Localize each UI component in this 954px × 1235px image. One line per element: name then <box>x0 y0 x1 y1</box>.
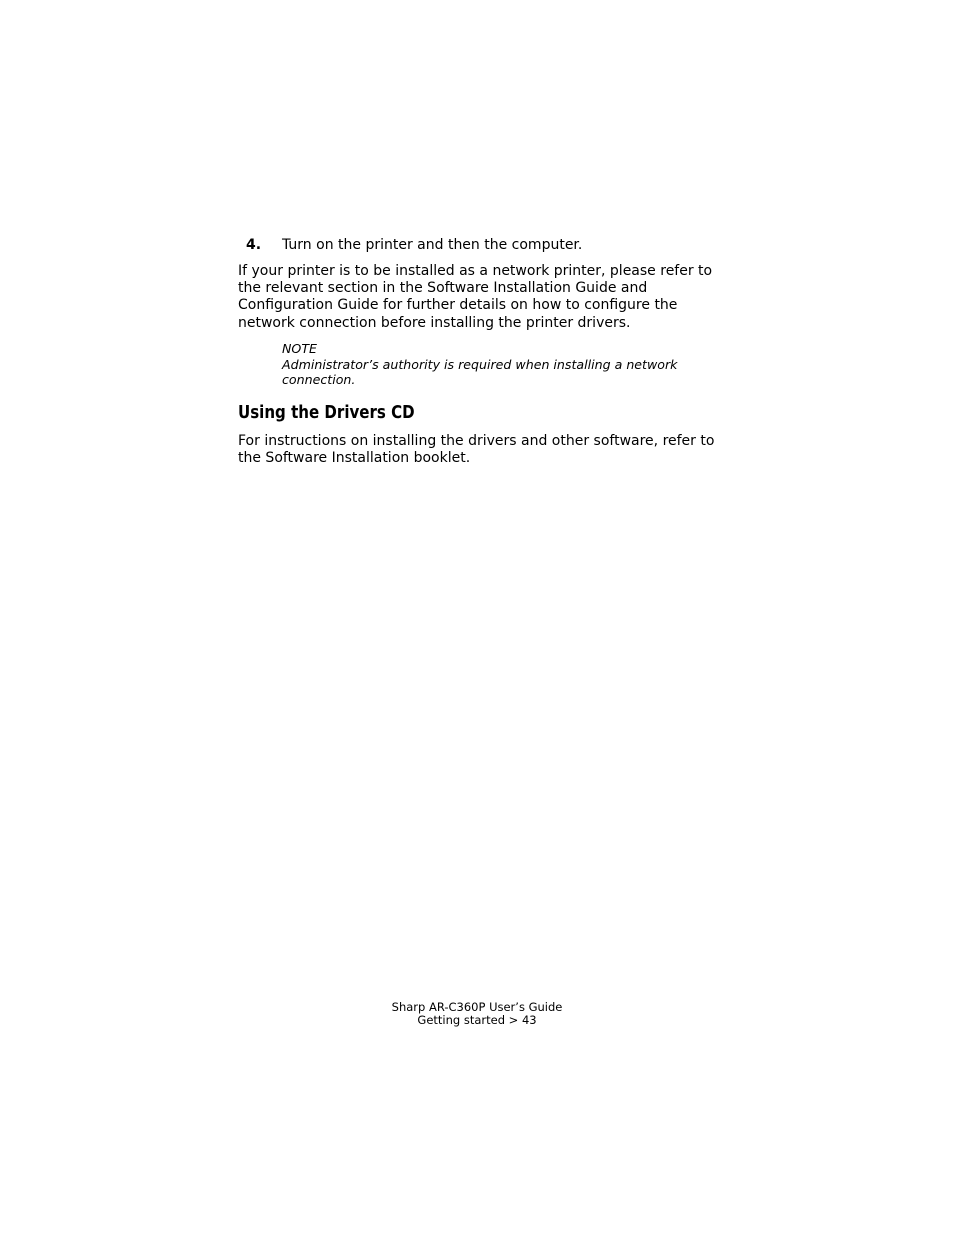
note-label: NOTE <box>282 341 317 356</box>
step-number: 4. <box>246 237 262 253</box>
section-heading: Using the Drivers CD <box>238 403 415 423</box>
footer-page-reference: Getting started > 43 <box>417 1013 537 1027</box>
drivers-cd-paragraph: For instructions on installing the drivers and other software, refer to the Software Installation booklet. <box>238 433 715 467</box>
note-box <box>282 341 702 388</box>
footer-guide-title: Sharp AR-C360P User’s Guide <box>391 1000 563 1014</box>
note-text: Administrator’s authority is required when installing a network connection. <box>282 356 678 388</box>
network-printer-paragraph: If your printer is to be installed as a network printer, please refer to the relevant section in the Software Installation Guide and Configuration Guide for further details on how to configure the network connection before installing the printer drivers. <box>238 263 713 331</box>
page-footer <box>0 1001 954 1027</box>
step-text: Turn on the printer and then the computer. <box>282 237 583 253</box>
